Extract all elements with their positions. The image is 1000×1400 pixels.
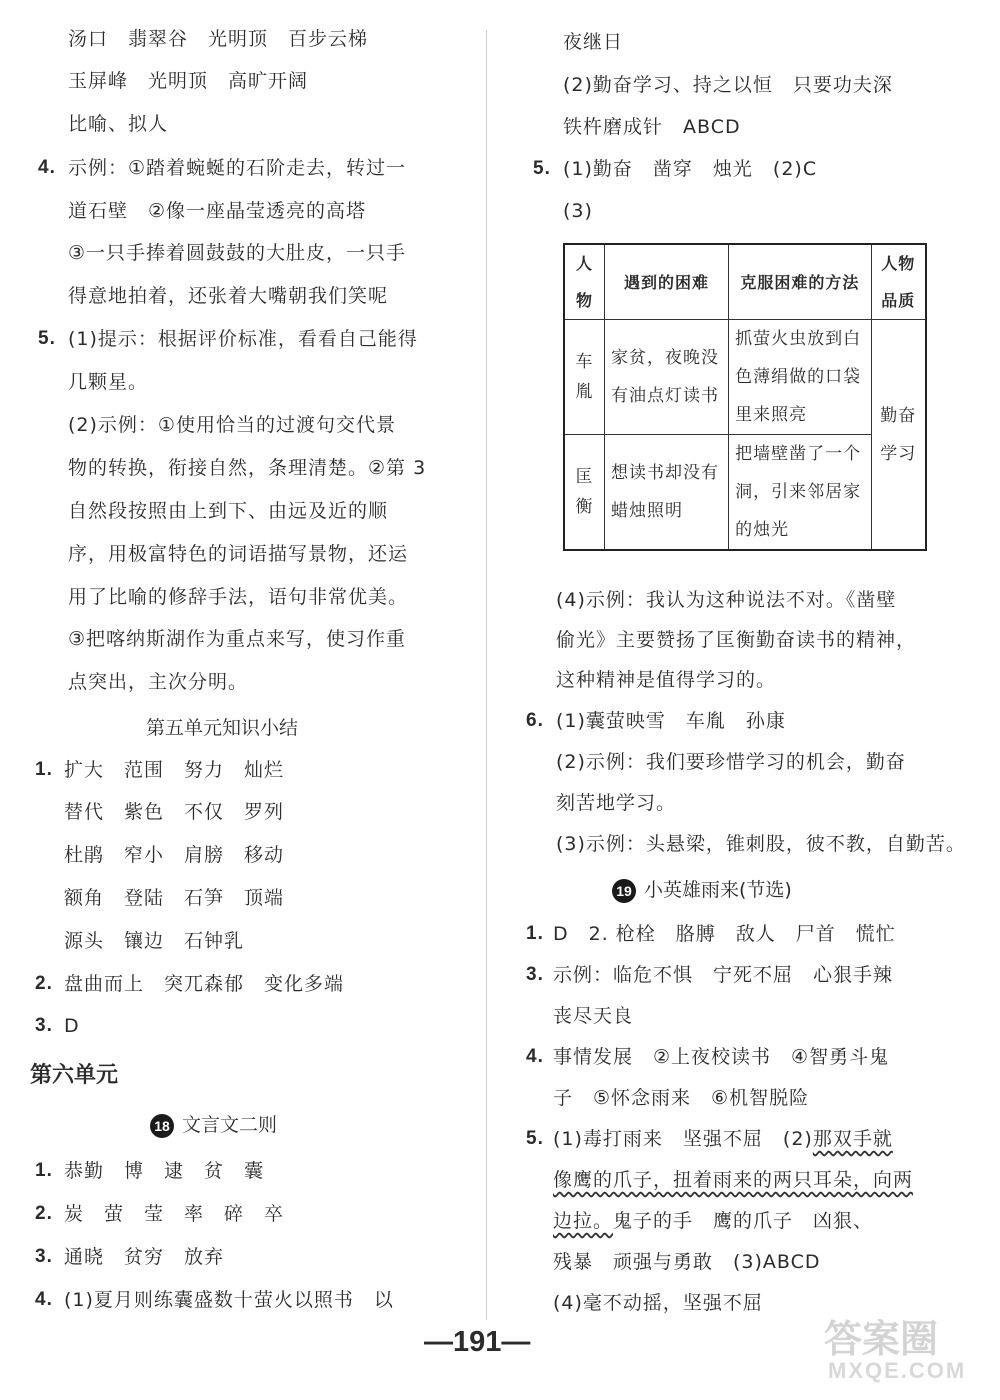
underlined-quote: 像鹰的爪子，扭着雨来的两只耳朵，向两 [553, 1169, 914, 1191]
section-title: 第五单元知识小结 [146, 717, 299, 739]
table-row [564, 320, 926, 435]
answer-line: 炭 萤 莹 率 碎 卒 [64, 1203, 285, 1225]
answer-line: (3)示例：头悬梁，锥刺股，彼不教，自勤苦。 [556, 833, 966, 855]
answer-line: 杜鹃 窄小 肩膀 移动 [64, 844, 285, 866]
answer-line: 示例：①踏着蜿蜒的石阶走去，转过一 [68, 157, 407, 179]
answer-line: (1)提示：根据评价标准，看看自己能得 [68, 328, 418, 350]
table-cell-difficulty: 家贫，夜晚没有油点灯读书 [605, 320, 729, 435]
answer-line: ③一只手捧着圆鼓鼓的大肚皮，一只手 [68, 242, 407, 264]
question-number: 3. [35, 1015, 53, 1036]
answer-line: 玉屏峰 光明顶 高旷开阔 [68, 70, 309, 92]
watermark-domain: MXQE.COM [828, 1358, 967, 1383]
table-cell-difficulty: 想读书却没有蜡烛照明 [605, 435, 729, 551]
question-number: 4. [526, 1046, 544, 1067]
answer-line: 点突出，主次分明。 [68, 671, 249, 693]
question-number: 3. [35, 1246, 53, 1267]
table-cell-person: 匡衡 [564, 435, 605, 551]
table-cell-method: 抓萤火虫放到白色薄绢做的口袋里来照亮 [729, 320, 872, 435]
answer-line: (2)勤奋学习、持之以恒 只要功夫深 [563, 74, 893, 96]
answer-line: (1)囊萤映雪 车胤 孙康 [556, 710, 786, 732]
table-header-row [564, 244, 926, 320]
answer-line: 子 ⑤怀念雨来 ⑥机智脱险 [553, 1087, 810, 1109]
table-header: 遇到的困难 [605, 244, 729, 320]
answer-line: 替代 紫色 不仅 罗列 [64, 801, 285, 823]
answer-line: 物的转换，衔接自然，条理清楚。②第 3 [68, 457, 427, 479]
answer-line [553, 1127, 893, 1151]
answer-line: 序，用极富特色的词语描写景物，还运 [68, 543, 409, 565]
answer-line: 得意地拍着，还张着大嘴朝我们笑呢 [68, 285, 389, 307]
answer-line [553, 1209, 873, 1233]
answer-line: (2)示例：①使用恰当的过渡句交代景 [68, 414, 396, 436]
column-divider [486, 30, 487, 1320]
watermark-logo [818, 1308, 988, 1388]
question-number: 1. [526, 923, 544, 944]
answer-line: 事情发展 ②上夜校读书 ④智勇斗鬼 [553, 1046, 890, 1068]
lesson-name: 文言文二则 [182, 1114, 278, 1136]
answer-line: D [64, 1015, 80, 1037]
question-number: 4. [35, 1289, 53, 1310]
answer-text: (1)毒打雨来 坚强不屈 (2) [553, 1128, 813, 1150]
watermark-text: 答案圈 [824, 1317, 939, 1361]
table-header: 克服困难的方法 [729, 244, 872, 320]
question-number: 5. [533, 158, 551, 179]
answer-line: 自然段按照由上到下、由远及近的顺 [68, 500, 389, 522]
answer-line: 恭勤 博 逮 贫 囊 [64, 1160, 265, 1182]
question-number: 2. [35, 1203, 53, 1224]
answer-line: 源头 镶边 石钟乳 [64, 930, 245, 952]
lesson-number-badge: 18 [150, 1114, 174, 1138]
answer-line: D 2. 枪栓 胳膊 敌人 尸首 慌忙 [553, 923, 896, 945]
underlined-quote: 边拉。 [553, 1210, 614, 1232]
answer-line: 通晓 贫穷 放弃 [64, 1246, 225, 1268]
question-number: 3. [526, 964, 544, 985]
answer-line: 额角 登陆 石笋 顶端 [64, 887, 285, 909]
answer-line: 刻苦地学习。 [556, 792, 677, 814]
answer-line: 汤口 翡翠谷 光明顶 百步云梯 [68, 28, 369, 50]
lesson-title [150, 1110, 277, 1138]
answer-line: (1)勤奋 凿穿 烛光 (2)C [563, 158, 818, 180]
answer-line: (4)毫不动摇，坚强不屈 [553, 1292, 763, 1314]
page-number: —191— [424, 1326, 531, 1358]
answer-line: (2)示例：我们要珍惜学习的机会，勤奋 [556, 751, 906, 773]
answer-line: 道石壁 ②像一座晶莹透亮的高塔 [68, 200, 367, 222]
table-cell-quality: 勤奋学习 [871, 320, 926, 551]
question-number: 6. [526, 710, 544, 731]
lesson-number-badge: 19 [612, 879, 636, 903]
answer-line: ③把喀纳斯湖作为重点来写，使习作重 [68, 628, 407, 650]
underlined-quote: 那双手就 [812, 1128, 893, 1150]
lesson-name: 小英雄雨来(节选) [644, 879, 792, 901]
question-number: 5. [526, 1128, 544, 1149]
table-header: 人物品质 [871, 244, 926, 320]
lesson-title [612, 875, 792, 903]
answer-line: (1)夏月则练囊盛数十萤火以照书 以 [64, 1289, 394, 1311]
answer-line: 铁杵磨成针 ABCD [563, 116, 741, 138]
answer-line: 丧尽天良 [553, 1005, 634, 1027]
answer-line: 比喻、拟人 [68, 113, 169, 135]
answer-line: (3) [563, 200, 593, 222]
question-number: 2. [35, 973, 53, 994]
answer-line: 这种精神是值得学习的。 [556, 669, 777, 691]
answer-line: 扩大 范围 努力 灿烂 [64, 759, 285, 781]
question-number: 1. [35, 1160, 53, 1181]
answer-line: 夜继日 [563, 31, 624, 53]
answer-line: (4)示例：我认为这种说法不对。《凿壁 [556, 589, 897, 611]
answer-line: 用了比喻的修辞手法，语句非常优美。 [68, 586, 409, 608]
answer-line: 几颗星。 [68, 371, 149, 393]
table-cell-person: 车胤 [564, 320, 605, 435]
question-number: 1. [35, 759, 53, 780]
answer-line: 示例：临危不惧 宁死不屈 心狠手辣 [553, 964, 894, 986]
table-cell-method: 把墙壁凿了一个洞，引来邻居家的烛光 [729, 435, 872, 551]
table-header: 人物 [564, 244, 605, 320]
answer-line: 残暴 顽强与勇敢 (3)ABCD [553, 1251, 821, 1273]
question-number: 5. [38, 328, 56, 349]
question-number: 4. [38, 157, 56, 178]
answer-table [563, 243, 927, 551]
answer-text: 鬼子的手 鹰的爪子 凶狠、 [613, 1210, 874, 1232]
answer-line: 盘曲而上 突兀森郁 变化多端 [64, 973, 345, 995]
unit-title: 第六单元 [30, 1063, 119, 1088]
answer-line: 偷光》主要赞扬了匡衡勤奋读书的精神， [556, 629, 917, 651]
